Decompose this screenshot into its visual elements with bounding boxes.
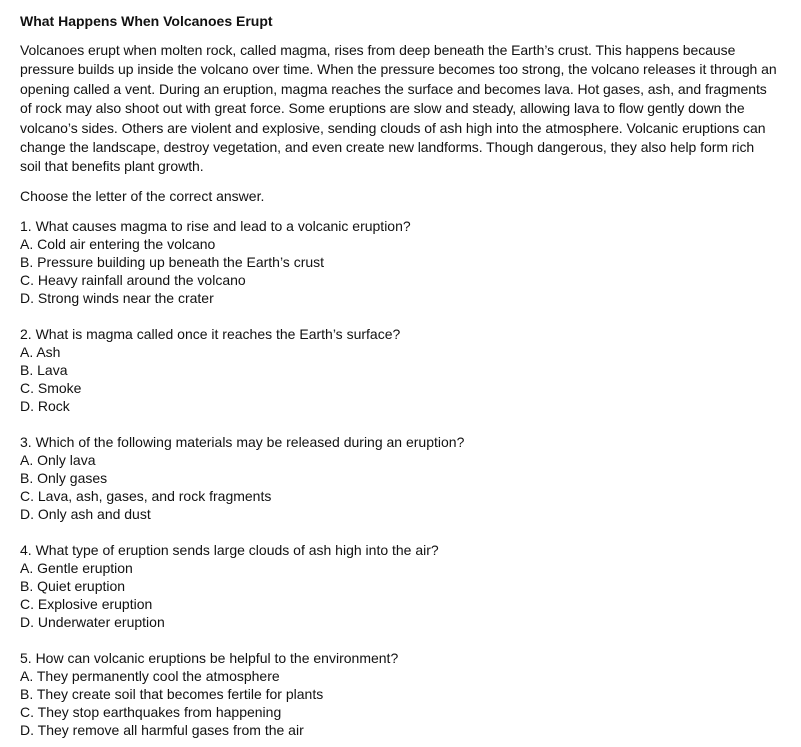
question-text: 4. What type of eruption sends large clouds of ash high into the air? [20,541,439,558]
answer-option-d: D. Underwater eruption [20,613,165,630]
answer-option-a: A. Gentle eruption [20,559,133,576]
answer-option-c: C. Lava, ash, gases, and rock fragments [20,487,272,504]
answer-options [20,451,783,523]
answer-option-c: C. Heavy rainfall around the volcano [20,271,246,288]
instructions-text: Choose the letter of the correct answer. [20,187,265,204]
question-text: 2. What is magma called once it reaches the Earth’s surface? [20,325,401,342]
answer-options [20,343,783,415]
answer-option-a: A. They permanently cool the atmosphere [20,667,280,684]
answer-option-b: B. They create soil that becomes fertile for plants [20,685,324,702]
answer-options [20,559,783,631]
reading-passage: Volcanoes erupt when molten rock, called magma, rises from deep beneath the Earth’s crust. This happens because pressure builds up inside the volcano over time. When the pressure becomes too strong, the volcano releases it through an opening called a vent. During an eruption, magma reaches the surface and becomes lava. Hot gases, ash, and fragments of rock may also shoot out with great force. Some eruptions are slow and steady, allowing lava to flow gently down the volcano’s sides. Others are violent and explosive, sending clouds of ash high into the atmosphere. Volcanic eruptions can change the landscape, destroy vegetation, and even create new landforms. Though dangerous, they also help form rich soil that benefits plant growth. [20,42,777,175]
answer-option-c: C. They stop earthquakes from happening [20,703,282,720]
answer-option-b: B. Lava [20,361,68,378]
answer-option-b: B. Quiet eruption [20,577,126,594]
worksheet-title: What Happens When Volcanoes Erupt [20,13,273,29]
answer-option-b: B. Pressure building up beneath the Earth’s crust [20,253,325,270]
answer-option-c: C. Smoke [20,379,82,396]
answer-options [20,667,783,739]
question-2 [20,325,783,415]
question-4 [20,541,783,631]
answer-options [20,235,783,307]
question-text: 1. What causes magma to rise and lead to a volcanic eruption? [20,217,411,234]
question-text: 5. How can volcanic eruptions be helpful to the environment? [20,649,399,666]
question-list [20,217,783,739]
question-3 [20,433,783,523]
question-5 [20,649,783,739]
answer-option-a: A. Ash [20,343,61,360]
question-text: 3. Which of the following materials may be released during an eruption? [20,433,465,450]
answer-option-a: A. Only lava [20,451,96,468]
answer-option-b: B. Only gases [20,469,108,486]
answer-option-d: D. They remove all harmful gases from the air [20,721,304,738]
answer-option-c: C. Explosive eruption [20,595,153,612]
question-1 [20,217,783,307]
answer-option-d: D. Only ash and dust [20,505,151,522]
answer-option-d: D. Strong winds near the crater [20,289,214,306]
answer-option-a: A. Cold air entering the volcano [20,235,216,252]
answer-option-d: D. Rock [20,397,70,414]
